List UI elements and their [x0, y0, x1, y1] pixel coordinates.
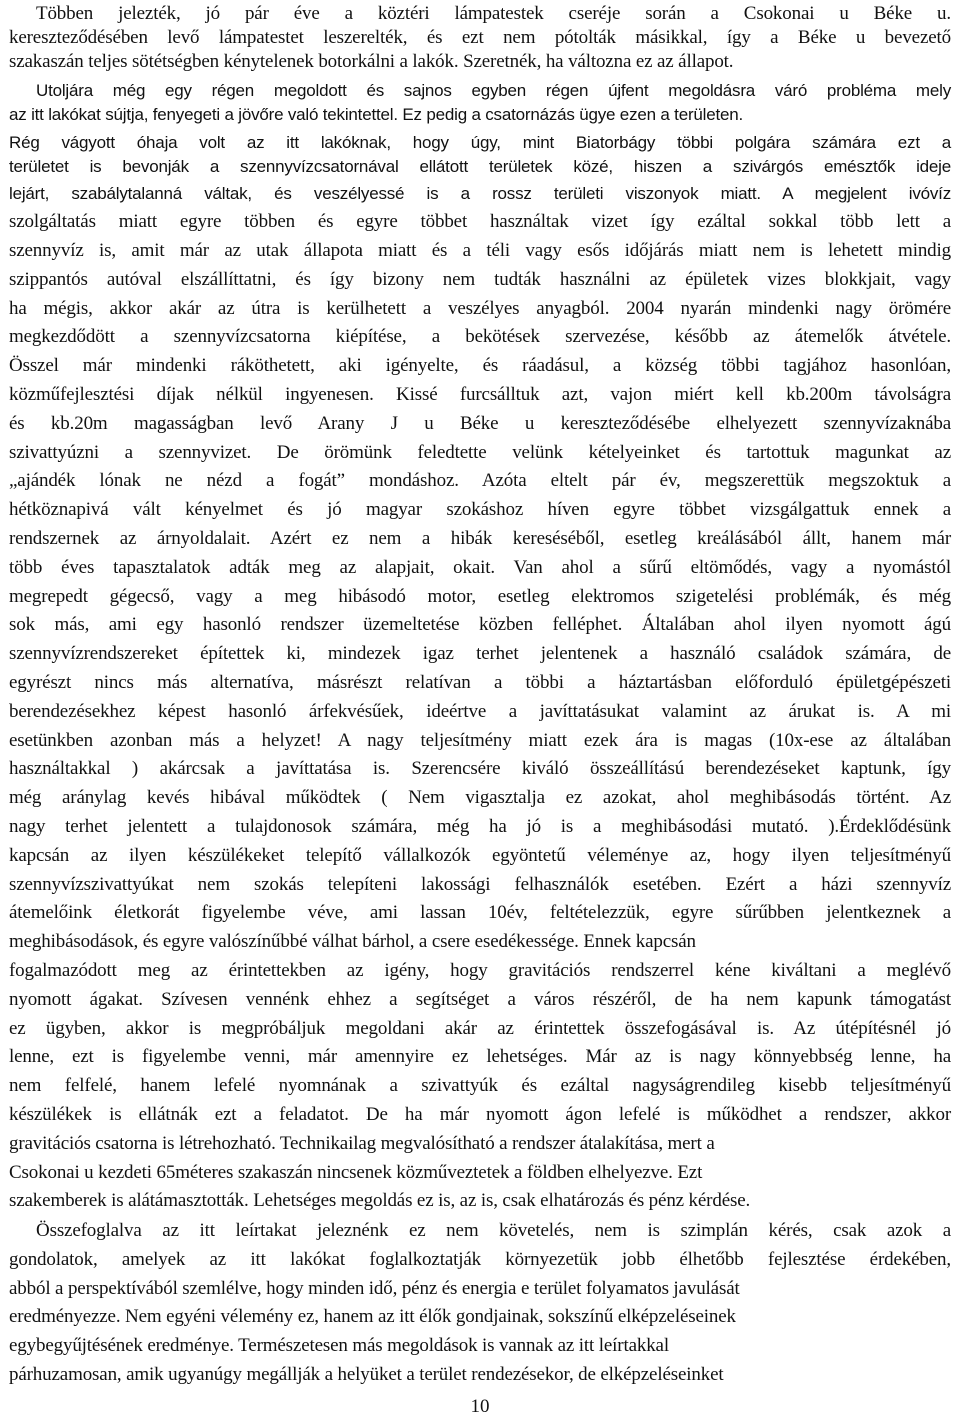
text-line: közműfejlesztési díjak nélkül ingyenesen. Kissé furcsálltuk azt, vajon miért kell kb.200m távolságra	[9, 384, 951, 405]
text-line: az itt lakókat sújtja, fenyegeti a jövőre való tekintettel. Ez pedig a csatornázás ügye ezen a területen.	[9, 105, 744, 124]
text-line: Utoljára még egy régen megoldott és sajnos egyben régen újfent megoldásra váró probléma mely	[36, 81, 951, 100]
text-line: gondolatok, amelyek az itt lakókat foglalkoztatják környezetük jobb élhetőbb fejlesztése érdekében,	[9, 1249, 951, 1270]
text-line: fogalmazódott meg az érintettekben az igény, hogy gravitációs rendszerrel kéne kiváltani a meglévő	[9, 960, 951, 981]
text-line: szolgáltatás miatt egyre többen és egyre többet használtak vizet így ezáltal sokkal több lett a	[9, 211, 951, 232]
text-line: szennyvíz is, amit már az utak állapota miatt és a téli vagy esős időjárás miatt nem is lehetett mindig	[9, 240, 951, 261]
text-line: használtakkal ) akárcsak a javíttatása is. Szerencsére kiváló összeállítású berendezéseket kaptunk, így	[9, 758, 951, 779]
text-line: nem felfelé, hanem lefelé nyomnának a szivattyúk és ezáltal nagyságrendileg kisebb teljesítményű	[9, 1075, 951, 1096]
text-line: gravitációs csatorna is létrehozható. Technikailag megvalósítható a rendszer átalakítása, mert a	[9, 1133, 715, 1154]
text-line: kereszteződésében levő lámpatestet leszerelték, és ezt nem pótolták másikkal, így a Béke u bevezető	[9, 27, 951, 48]
page-number: 10	[470, 1396, 490, 1417]
text-line: párhuzamosan, amik ugyanúgy megállják a helyüket a terület rendezésekor, de elképzeléseinket	[9, 1364, 724, 1385]
text-line: egyrészt nincs más alternatíva, másrészt relatívan a többi a háztartásban előforduló épületgépészeti	[9, 672, 951, 693]
text-line: területet is bevonják a szennyvízcsatornával ellátott területek közé, hiszen a szivárgós emésztők ideje	[9, 157, 951, 176]
text-line: nyomott ágakat. Szívesen vennénk ehhez a segítséget a város részéről, de ha nem kapunk támogatást	[9, 989, 951, 1010]
text-line: és kb.20m magasságban levő Arany J u Béke u kereszteződésébe elhelyezett szennyvízaknába	[9, 413, 951, 434]
text-line: Összefoglalva az itt leírtakat jeleznénk ez nem követelés, nem is szimplán kérés, csak azok a	[36, 1220, 951, 1241]
text-line: szippantós autóval elszállíttatni, és így bizony nem tudták használni az épületek vizes blokkjait, vagy	[9, 269, 951, 290]
text-line: megkezdődött a szennyvízcsatorna kiépítése, a bekötések szervezése, később az átemelők átvétele.	[9, 326, 951, 347]
text-line: sok más, ami egy hasonló rendszer üzemeltetése közben felléphet. Általában ahol ilyen nyomott ágú	[9, 614, 951, 635]
text-line: Csokonai u kezdeti 65méteres szakaszán nincsenek közműveztetek a földben elhelyezve. Ezt	[9, 1162, 703, 1183]
text-line: Rég vágyott óhaja volt az itt lakóknak, hogy úgy, mint Biatorbágy többi polgára számára ezt a	[9, 133, 951, 152]
text-line: szakemberek is alátámasztották. Lehetséges megoldás ez is, az is, csak elhatározás és pénz kérdése.	[9, 1190, 751, 1211]
text-line: szennyvízrendszereket építettek ki, mindezek igaz terhet jelentenek a használó családok számára, de	[9, 643, 951, 664]
text-line: ha mégis, akkor akár az útra is kerülhetett a veszélyes anyagból. 2004 nyarán mindenki nagy örömére	[9, 298, 951, 319]
text-line: „ajándék lónak ne nézd a fogát” mondáshoz. Azóta eltelt pár év, megszerettük megszoktuk a	[9, 470, 951, 491]
text-line: szakaszán teljes sötétségben kénytelenek botorkálni a lakók. Szeretnék, ha változna ez az állapot.	[9, 51, 734, 72]
text-line: Összel már mindenki ráköthetett, aki igényelte, és ráadásul, a község többi tagjához hasonlóan,	[9, 355, 951, 376]
text-line: Többen jelezték, jó pár éve a köztéri lámpatestek cseréje során a Csokonai u Béke u.	[36, 3, 951, 24]
text-line: átemelőink életkorát figyelembe véve, ami lassan 10év, feltételezzük, egyre sűrűbben jelentkeznek a	[9, 902, 951, 923]
text-line: berendezésekhez képest hasonló árfekvésűek, ideértve a javíttatásukat valamint az árukat is. A mi	[9, 701, 951, 722]
text-line: meghibásodások, és egyre valószínűbbé válhat bárhol, a csere esedékessége. Ennek kapcsán	[9, 931, 696, 952]
text-line: hétköznapivá vált kényelmet és jó magyar szokáshoz híven egyre többet vizsgálgattuk ennek a	[9, 499, 951, 520]
text-line: lenne, ezt is figyelembe venni, már amennyire ez lehetséges. Már az is nagy könnyebbség lenne, ha	[9, 1046, 951, 1067]
text-line: rendszernek az árnyoldalait. Azért ez nem a hibák kereséséből, esetleg kreálásából állt, hanem már	[9, 528, 951, 549]
text-line: szivattyúzni a szennyvizet. De örömünk feledtette velünk kételyeinket és tartottuk magunkat az	[9, 442, 951, 463]
text-line: ez ügyben, akkor is megpróbáljuk megoldani akár az érintettek összefogásával is. Az útépítésnél jó	[9, 1018, 951, 1039]
text-line: szennyvízszivattyúkat nem szokás telepíteni lakossági felhasználók esetében. Ezért a házi szennyvíz	[9, 874, 951, 895]
text-line: esetünkben azonban más a helyzet! A nagy teljesítmény miatt ezek ára is magas (10x-ese az általában	[9, 730, 951, 751]
text-line: még aránylag kevés hibával működtek ( Nem vigasztalja ez azokat, ahol meghibásodás történt. Az	[9, 787, 951, 808]
text-line: készülékek is ellátnák ezt a feladatot. De ha már nyomott ágon lefelé is működhet a rendszer, akkor	[9, 1104, 951, 1125]
text-line: abból a perspektívából szemlélve, hogy minden idő, pénz és energia e terület folyamatos javulását	[9, 1278, 740, 1299]
text-line: lejárt, szabálytalanná váltak, és veszélyessé is a rossz területi viszonyok miatt. A megjelent ivóvíz	[9, 184, 951, 203]
text-line: több éves tapasztalatok adták meg az alapjait, okait. Van ahol a sűrű eltömődés, vagy a nyomástól	[9, 557, 951, 578]
text-line: nagy terhet jelentett a tulajdonosok számára, még ha jó is a meghibásodási mutató. ).Érdeklődésünk	[9, 816, 951, 837]
text-line: egybegyűjtésének eredménye. Természetesen más megoldások is vannak az itt leírtakkal	[9, 1335, 669, 1356]
text-line: megrepedt gégecső, vagy a meg hibásodó motor, esetleg elektromos szigetelési problémák, és még	[9, 586, 951, 607]
text-line: kapcsán az ilyen készülékeket telepítő vállalkozók egyöntetű véleménye az, hogy ilyen teljesítményű	[9, 845, 951, 866]
text-line: eredményezze. Nem egyéni vélemény ez, hanem az itt élők gondjainak, sokszínű elképzeléseinek	[9, 1306, 736, 1327]
